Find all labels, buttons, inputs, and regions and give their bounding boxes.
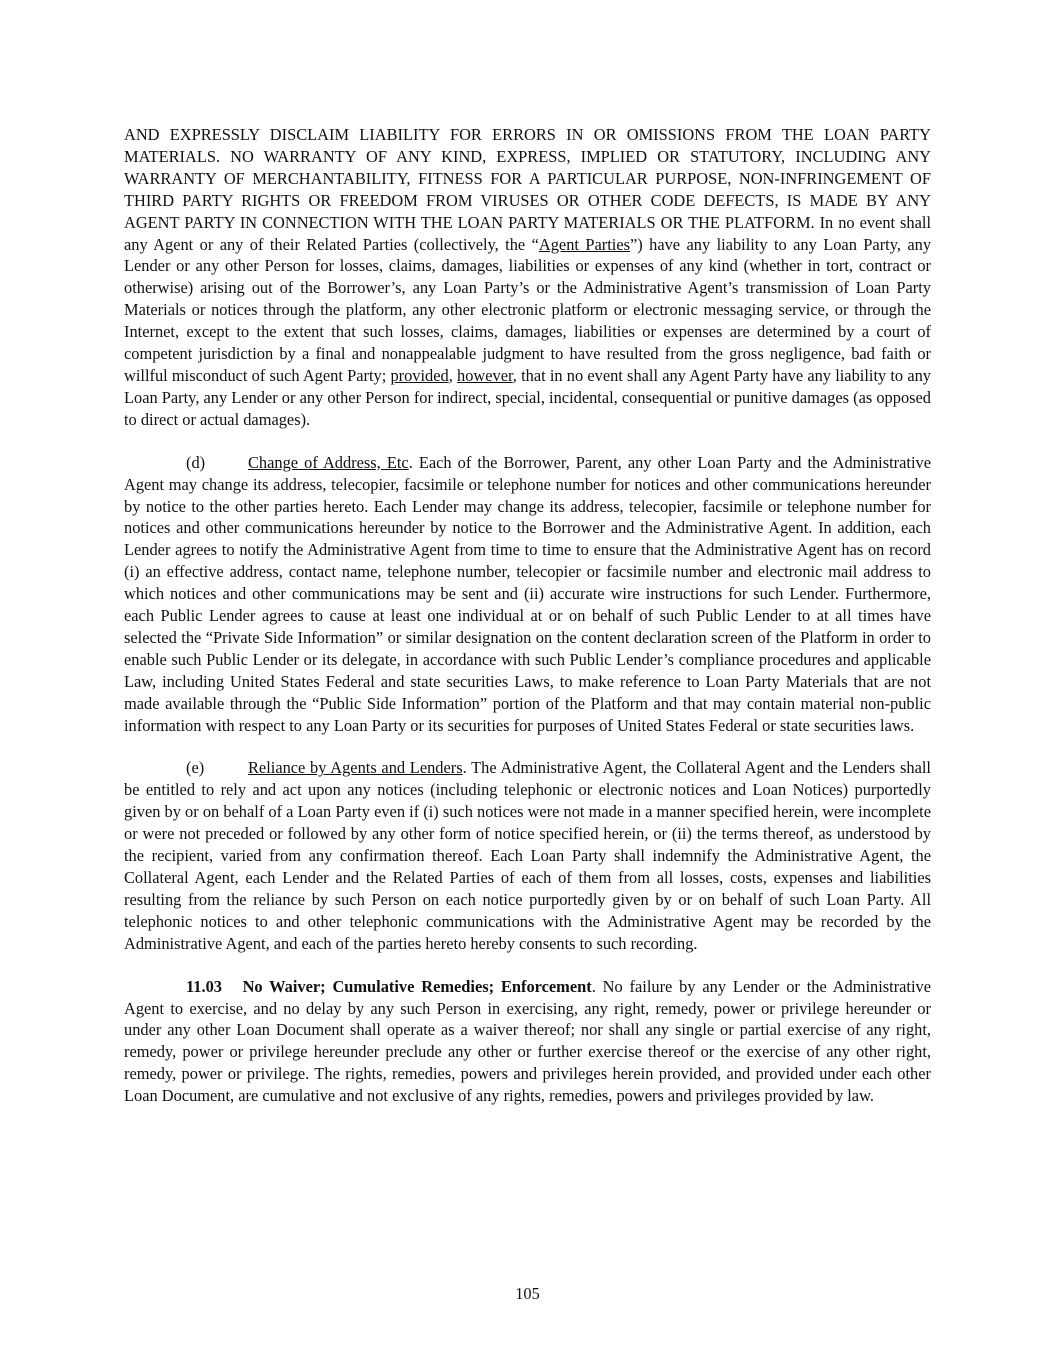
paragraph-text: AND EXPRESSLY DISCLAIM LIABILITY FOR ERRORS IN OR OMISSIONS FROM THE LOAN PARTY MATERIALS. NO WARRANTY OF ANY KIND, EXPRESS, IMPLIED OR STATUTORY, INCLUDING ANY WARRANTY OF MERCHANTABILITY, FITNESS FOR A PARTICULAR PURPOSE, NON-INFRINGEMENT OF THIRD PARTY RIGHTS OR FREEDOM FROM VIRUSES OR OTHER CODE DEFECTS, IS MADE BY ANY AGENT PARTY IN CONNECTION WITH THE LOAN PARTY MATERIALS OR THE PLATFORM. In no event shall any Agent or any of their Related Parties (collectively, the “ [124,125,931,254]
paragraph-text: . The Administrative Agent, the Collateral Agent and the Lenders shall be entitled to rely and act upon any notices (including telephonic or electronic notices and Loan Notices) purportedly given by or on behalf of a Loan Party even if (i) such notices were not made in a manner specified herein, were incomplete or were not preceded or followed by any other form of notice specified herein, or (ii) the terms thereof, as understood by the recipient, varied from any confirmation thereof. Each Loan Party shall indemnify the Administrative Agent, the Collateral Agent, each Lender and the Related Parties of each of them from all losses, costs, expenses and liabilities resulting from the reliance by such Person on each notice purportedly given by or on behalf of such Loan Party. All telephonic notices to and other telephonic communications with the Administrative Agent may be recorded by the Administrative Agent, and each of the parties hereto hereby consents to such recording. [124,758,931,953]
defined-term-agent-parties: Agent Parties [538,234,630,254]
paragraph-heading: Reliance by Agents and Lenders [248,758,463,778]
section-11-03 [124,976,931,1107]
section-text: . No failure by any Lender or the Administrative Agent to exercise, and no delay by any such Person in exercising, any right, remedy, power or privilege hereunder or under any other Loan Document shall operate as a waiver thereof; nor shall any single or partial exercise of any right, remedy, power or privilege hereunder preclude any other or further exercise thereof or the exercise of any other right, remedy, power or privilege. The rights, remedies, powers and privileges herein provided, and provided under each other Loan Document, are cumulative and not exclusive of any rights, remedies, powers and privileges provided by law. [124,976,932,1106]
paragraph-heading: Change of Address, Etc [248,452,409,472]
paragraph-text: , that in no event shall any Agent Party have any liability to any Loan Party, any Lender or any other Person for indirect, special, incidental, consequential or punitive damages (as opposed to direct or actual damages). [124,365,931,429]
page-number: 105 [515,1284,540,1303]
paragraph-text: . Each of the Borrower, Parent, any other Loan Party and the Administrative Agent may change its address, telecopier, facsimile or telephone number for notices and other communications hereunder by notice to the other parties hereto. Each Lender may change its address, telecopier, facsimile or telephone number for notices and other communications hereunder by notice to the Borrower and the Administrative Agent. In addition, each Lender agrees to notify the Administrative Agent from time to time to ensure that the Administrative Agent has on record (i) an effective address, contact name, telephone number, telecopier or facsimile number and electronic mail address to which notices and other communications may be sent and (ii) accurate wire instructions for such Lender. Furthermore, each Public Lender agrees to cause at least one individual at or on behalf of such Public Lender to at all times have selected the “Private Side Information” or similar designation on the content declaration screen of the Platform in order to enable such Public Lender or its delegate, in accordance with such Public Lender’s compliance procedures and applicable Law, including United States Federal and state securities Laws, to make reference to Loan Party Materials that are not made available through the “Public Side Information” portion of the Platform and that may contain material non-public information with respect to any Loan Party or its securities for purposes of United States Federal or state securities laws. [124,452,931,735]
document-page [124,124,931,1128]
term-provided: provided [390,365,449,385]
paragraph-c-continuation [124,124,931,431]
section-number: 11.03 [186,976,222,996]
paragraph-marker: (d) [186,452,206,472]
paragraph-text: ”) have any liability to any Loan Party, any Lender or any other Person for losses, claims, damages, liabilities or expenses of any kind (whether in tort, contract or otherwise) arising out of the Borrower’s, any Loan Party’s or the Administrative Agent’s transmission of Loan Party Materials or notices through the platform, any other electronic platform or electronic messaging service, or through the Internet, except to the extent that such losses, claims, damages, liabilities or expenses are determined by a court of competent jurisdiction by a final and nonappealable judgment to have resulted from the gross negligence, bad faith or willful misconduct of such Agent Party; [124,234,932,385]
separator-text: , [448,365,457,385]
paragraph-e [124,757,931,954]
section-heading: No Waiver; Cumulative Remedies; Enforcement [242,976,592,996]
paragraph-marker: (e) [186,758,205,778]
term-however: however [457,365,513,385]
paragraph-d [124,452,931,737]
